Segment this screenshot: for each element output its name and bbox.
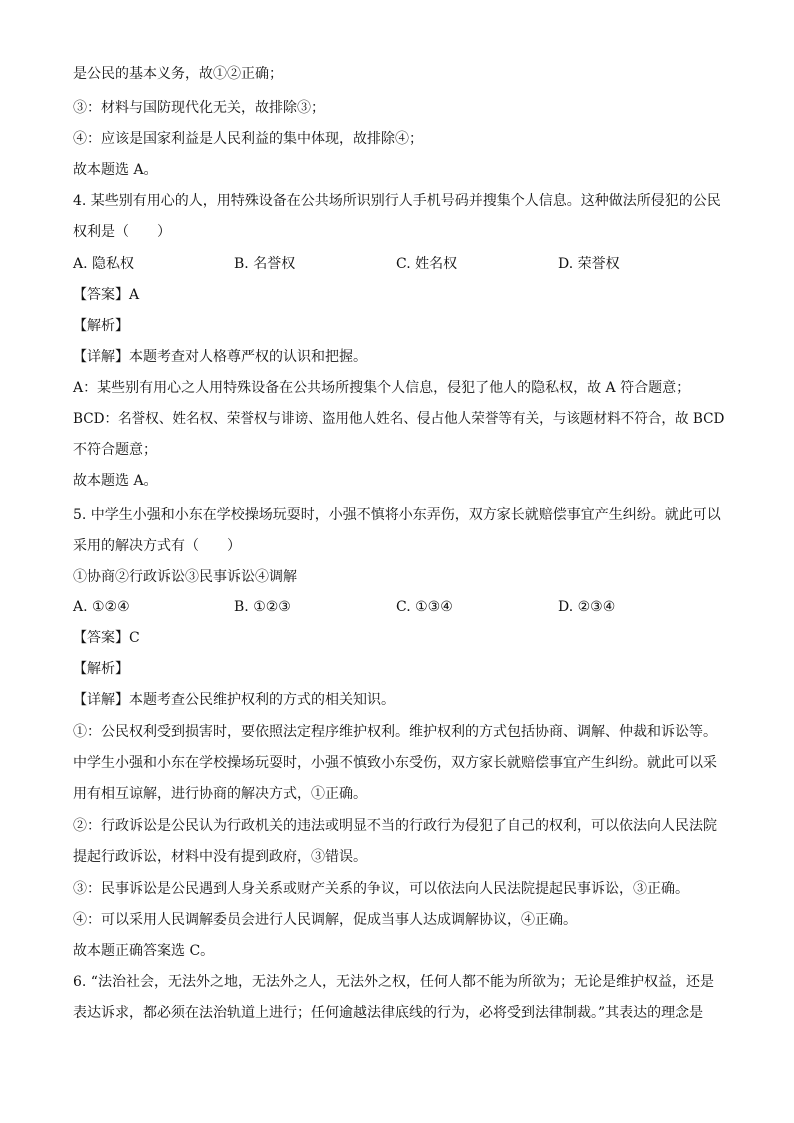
- text-line: 提起行政诉讼，材料中没有提到政府，③错误。: [73, 849, 367, 865]
- analysis-label: 【解析】: [73, 661, 129, 677]
- text-line: 中学生小强和小东在学校操场玩耍时，小强不慎致小东受伤，双方家长就赔偿事宜产生纠纷。就此可以采: [73, 755, 717, 771]
- text-line: ②：行政诉讼是公民认为行政机关的违法或明显不当的行政行为侵犯了自己的权利，可以依法向人民法院: [73, 818, 717, 834]
- text-line: 故本题选 A。: [73, 162, 158, 178]
- q4-option-a: A. 隐私权: [73, 256, 135, 272]
- question-6-stem: 6. “法治社会，无法外之地，无法外之人，无法外之权，任何人都不能为所欲为；无论是维护权益，还是: [73, 974, 714, 990]
- q4-option-b: B. 名誉权: [234, 256, 296, 272]
- text-line: A：某些别有用心之人用特殊设备在公共场所搜集个人信息，侵犯了他人的隐私权，故 A 符合题意；: [73, 380, 691, 396]
- q5-option-d: D. ②③④: [558, 599, 616, 615]
- answer-label: 【答案】A: [73, 287, 140, 303]
- text-line: ③：民事诉讼是公民遇到人身关系或财产关系的争议，可以依法向人民法院提起民事诉讼，③正确。: [73, 881, 689, 897]
- question-5-stem: 5. 中学生小强和小东在学校操场玩耍时，小强不慎将小东弄伤，双方家长就赔偿事宜产生纠纷。就此可以: [73, 507, 721, 523]
- text-line: 故本题正确答案选 C。: [73, 943, 215, 959]
- question-5-stem-cont: 采用的解决方式有（ ）: [73, 538, 241, 554]
- q5-option-c: C. ①③④: [396, 599, 453, 615]
- text-line: ④：可以采用人民调解委员会进行人民调解，促成当事人达成调解协议，④正确。: [73, 912, 577, 928]
- text-line: 是公民的基本义务，故①②正确；: [73, 66, 283, 82]
- question-5-items: ①协商②行政诉讼③民事诉讼④调解: [73, 569, 297, 585]
- text-line: 故本题选 A。: [73, 473, 158, 489]
- text-line: ④：应该是国家利益是人民利益的集中体现，故排除④；: [73, 131, 423, 147]
- text-line: BCD：名誉权、姓名权、荣誉权与诽谤、盗用他人姓名、侵占他人荣誉等有关，与该题材料不符合，故 BCD: [73, 411, 725, 427]
- answer-label: 【答案】C: [73, 630, 140, 646]
- question-6-stem-cont: 表达诉求，都必须在法治轨道上进行；任何逾越法律底线的行为，必将受到法律制裁。”其表达的理念是: [73, 1005, 704, 1021]
- q5-option-b: B. ①②③: [234, 599, 291, 615]
- text-line: 不符合题意；: [73, 442, 157, 458]
- question-4-stem: 4. 某些别有用心的人，用特殊设备在公共场所识别行人手机号码并搜集个人信息。这种做法所侵犯的公民: [73, 193, 721, 209]
- text-line: ①：公民权利受到损害时，要依照法定程序维护权利。维护权利的方式包括协商、调解、仲裁和诉讼等。: [73, 724, 717, 740]
- analysis-label: 【解析】: [73, 318, 129, 334]
- q5-option-a: A. ①②④: [73, 599, 130, 615]
- detail-line: 【详解】本题考查对人格尊严权的认识和把握。: [73, 349, 367, 365]
- text-line: 用有相互谅解，进行协商的解决方式，①正确。: [73, 786, 367, 802]
- q4-option-d: D. 荣誉权: [558, 256, 620, 272]
- q4-option-c: C. 姓名权: [396, 256, 458, 272]
- question-4-stem-cont: 权利是（ ）: [73, 224, 171, 240]
- detail-line: 【详解】本题考查公民维护权利的方式的相关知识。: [73, 692, 395, 708]
- text-line: ③：材料与国防现代化无关，故排除③；: [73, 100, 325, 116]
